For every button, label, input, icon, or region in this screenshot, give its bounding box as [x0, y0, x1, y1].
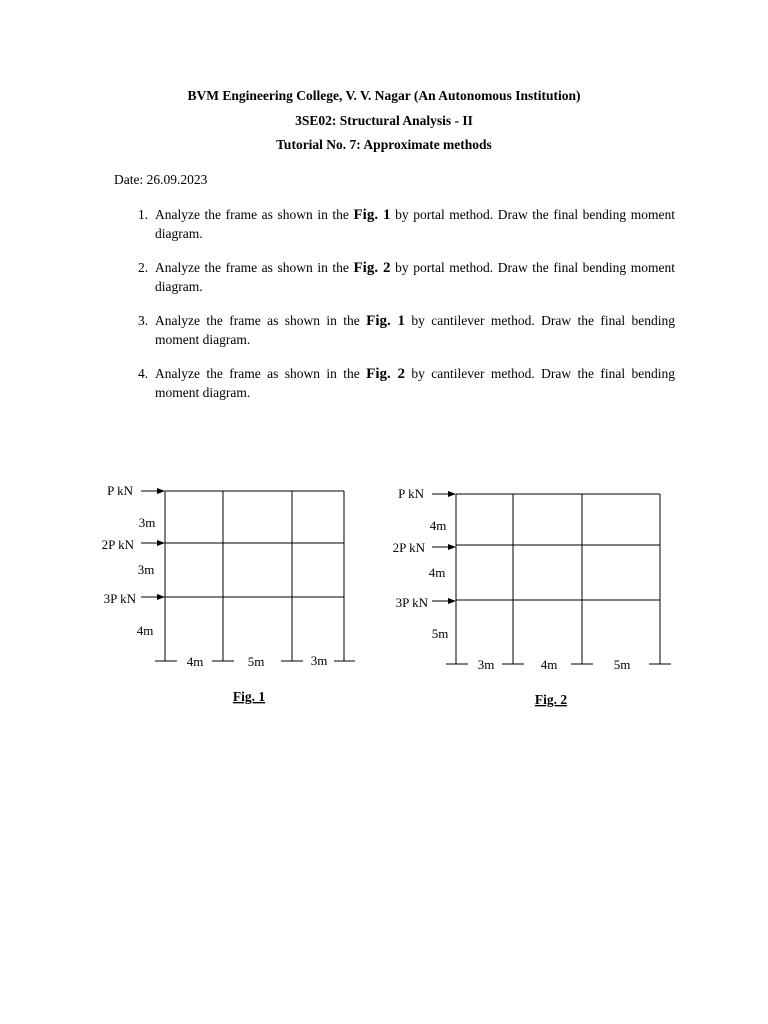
- load-label: 2P kN: [101, 537, 134, 552]
- question-text-pre: Analyze the frame as shown in the: [155, 260, 354, 275]
- storey-height-label: 4m: [428, 565, 446, 580]
- question-text-post: by cantilever method. Draw the final bending moment diagram.: [155, 313, 675, 347]
- question-number: 3.: [138, 313, 149, 328]
- storey-height-label: 4m: [136, 623, 154, 638]
- tutorial-title: Tutorial No. 7: Approximate methods: [276, 137, 492, 152]
- bay-width-label: 4m: [186, 654, 204, 669]
- question-text-pre: Analyze the frame as shown in the: [155, 313, 367, 328]
- question-text-pre: Analyze the frame as shown in the: [155, 207, 354, 222]
- figure-ref: Fig. 1: [366, 313, 405, 329]
- question-number: 2.: [138, 260, 149, 275]
- bay-width-label: 3m: [477, 657, 495, 672]
- bay-width-label: 5m: [613, 657, 631, 672]
- course-title: 3SE02: Structural Analysis - II: [295, 113, 473, 128]
- question-text-post: by portal method. Draw the final bending moment diagram.: [155, 260, 675, 294]
- bay-width-label: 4m: [540, 657, 558, 672]
- figure-1-frame: [138, 491, 355, 661]
- question-text-pre: Analyze the frame as shown in the: [155, 366, 367, 381]
- figure-ref: Fig. 2: [366, 366, 405, 382]
- storey-height-label: 4m: [429, 518, 447, 533]
- figure-ref: Fig. 1: [353, 207, 391, 223]
- figure-1-caption: Fig. 1: [232, 689, 266, 704]
- bay-width-label: 5m: [247, 654, 265, 669]
- storey-height-label: 3m: [137, 562, 155, 577]
- college-title: BVM Engineering College, V. V. Nagar (An Autonomous Institution): [187, 88, 581, 103]
- storey-height-label: 5m: [431, 626, 449, 641]
- bay-width-label: 3m: [310, 653, 328, 668]
- load-label: 2P kN: [392, 540, 425, 555]
- question-number: 4.: [138, 366, 149, 381]
- figure-ref: Fig. 2: [353, 260, 391, 276]
- figure-2-frame: [429, 494, 671, 664]
- figure-2-caption: Fig. 2: [534, 692, 568, 707]
- date-line: Date: 26.09.2023: [114, 172, 208, 187]
- load-label: P kN: [398, 486, 424, 501]
- question-text-post: by portal method. Draw the final bending moment diagram.: [155, 207, 675, 241]
- storey-height-label: 3m: [138, 515, 156, 530]
- load-label: P kN: [107, 483, 133, 498]
- question-text-post: by cantilever method. Draw the final bending moment diagram.: [155, 366, 675, 400]
- load-label: 3P kN: [103, 591, 136, 606]
- load-label: 3P kN: [395, 595, 428, 610]
- question-number: 1.: [138, 207, 149, 222]
